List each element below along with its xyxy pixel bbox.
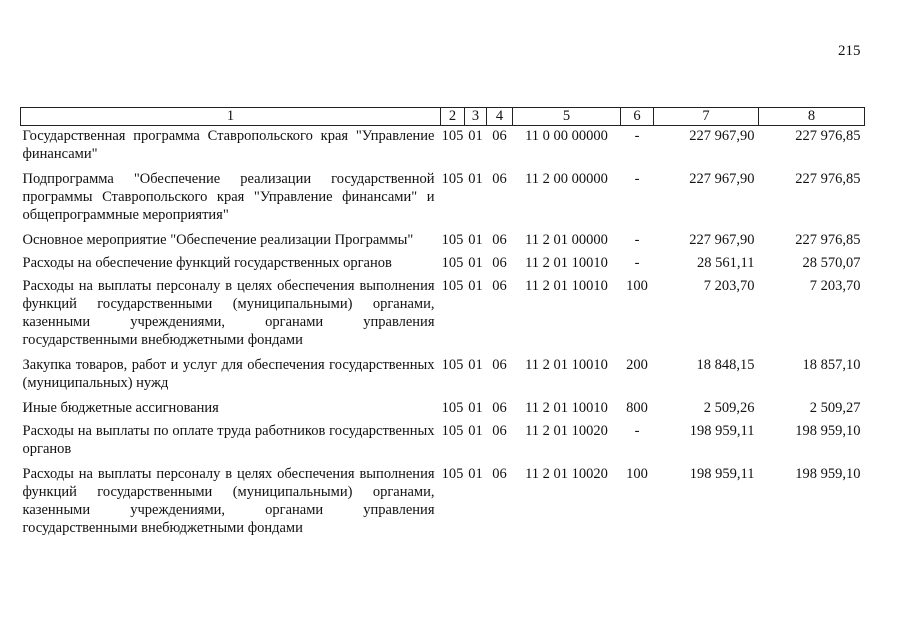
table-body [21,126,865,544]
table-row [21,253,865,276]
table-row [21,230,865,253]
row-sum-1: 7 203,70 [703,278,755,294]
row-csr: 11 2 01 10020 [525,466,608,482]
row-vr: 100 [626,278,648,294]
header-col-1: 1 [21,108,441,126]
row-sum-1: 227 967,90 [689,232,755,248]
header-col-7: 7 [654,108,759,126]
row-name: Расходы на выплаты персоналу в целях обеспечения выполнения функций государственными (муниципальными) органами, казенными учреждениями, органами управления государственными внебюджетными фондами [22,278,435,348]
row-pr: 06 [492,232,507,248]
row-csr: 11 2 01 00000 [525,232,608,248]
row-ved: 105 [441,171,464,187]
table-row [21,126,865,170]
header-col-4: 4 [487,108,513,126]
row-name: Закупка товаров, работ и услуг для обеспечения государственных (муниципальных) нужд [22,357,435,391]
table-row [21,421,865,464]
row-vr: - [634,171,640,187]
row-name: Иные бюджетные ассигнования [22,400,219,416]
row-pr: 06 [492,171,507,187]
header-col-8: 8 [759,108,865,126]
row-pr: 06 [492,128,507,144]
row-sum-1: 2 509,26 [703,400,755,416]
row-ved: 105 [441,466,464,482]
row-name: Расходы на обеспечение функций государственных органов [22,255,392,271]
table-row [21,169,865,230]
header-row [21,108,865,126]
header-col-5: 5 [513,108,621,126]
row-vr: 200 [626,357,648,373]
row-pr: 06 [492,466,507,482]
row-rz: 01 [468,423,483,439]
row-vr: - [634,423,640,439]
row-ved: 105 [441,232,464,248]
row-vr: - [634,255,640,271]
row-sum-2: 2 509,27 [809,400,861,416]
row-sum-1: 28 561,11 [697,255,755,271]
header-col-3: 3 [465,108,487,126]
table-row [21,355,865,398]
row-name: Подпрограмма "Обеспечение реализации государственной программы Ставропольского края "Управление финансами" и общепрограммные мероприятия" [22,171,435,223]
row-csr: 11 2 01 10010 [525,255,608,271]
table-row [21,398,865,421]
budget-table [20,107,865,543]
row-rz: 01 [468,357,483,373]
row-ved: 105 [441,255,464,271]
row-csr: 11 2 01 10020 [525,423,608,439]
row-vr: - [634,232,640,248]
row-sum-1: 18 848,15 [696,357,755,373]
row-rz: 01 [468,128,483,144]
row-pr: 06 [492,255,507,271]
row-sum-2: 198 959,10 [795,423,861,439]
row-sum-1: 198 959,11 [689,423,755,439]
row-sum-1: 198 959,11 [689,466,755,482]
row-sum-2: 7 203,70 [809,278,861,294]
row-name: Расходы на выплаты по оплате труда работников государственных органов [22,423,435,457]
row-pr: 06 [492,278,507,294]
row-sum-2: 227 976,85 [795,232,861,248]
row-ved: 105 [441,400,464,416]
row-rz: 01 [468,232,483,248]
table-row [21,464,865,543]
row-csr: 11 2 01 10010 [525,278,608,294]
table-header [21,108,865,126]
row-sum-2: 227 976,85 [795,171,861,187]
header-col-2: 2 [441,108,465,126]
row-pr: 06 [492,423,507,439]
row-sum-1: 227 967,90 [689,128,755,144]
row-name: Расходы на выплаты персоналу в целях обеспечения выполнения функций государственными (муниципальными) органами, казенными учреждениями, органами управления государственными внебюджетными фондами [22,466,435,536]
row-pr: 06 [492,357,507,373]
row-rz: 01 [468,466,483,482]
row-pr: 06 [492,400,507,416]
row-rz: 01 [468,400,483,416]
row-csr: 11 2 01 10010 [525,357,608,373]
row-csr: 11 2 01 10010 [525,400,608,416]
row-csr: 11 2 00 00000 [525,171,608,187]
row-sum-2: 18 857,10 [802,357,861,373]
row-sum-2: 227 976,85 [795,128,861,144]
row-sum-2: 198 959,10 [795,466,861,482]
row-ved: 105 [441,128,464,144]
row-csr: 11 0 00 00000 [525,128,608,144]
page-number: 215 [838,43,861,59]
row-sum-2: 28 570,07 [802,255,861,271]
row-rz: 01 [468,171,483,187]
row-ved: 105 [441,423,464,439]
table-row [21,276,865,355]
row-ved: 105 [441,357,464,373]
row-rz: 01 [468,278,483,294]
row-rz: 01 [468,255,483,271]
row-vr: - [634,128,640,144]
row-ved: 105 [441,278,464,294]
row-sum-1: 227 967,90 [689,171,755,187]
row-name: Государственная программа Ставропольского края "Управление финансами" [22,128,435,162]
row-vr: 800 [626,400,648,416]
row-name: Основное мероприятие "Обеспечение реализации Программы" [22,232,414,248]
header-col-6: 6 [621,108,654,126]
row-vr: 100 [626,466,648,482]
